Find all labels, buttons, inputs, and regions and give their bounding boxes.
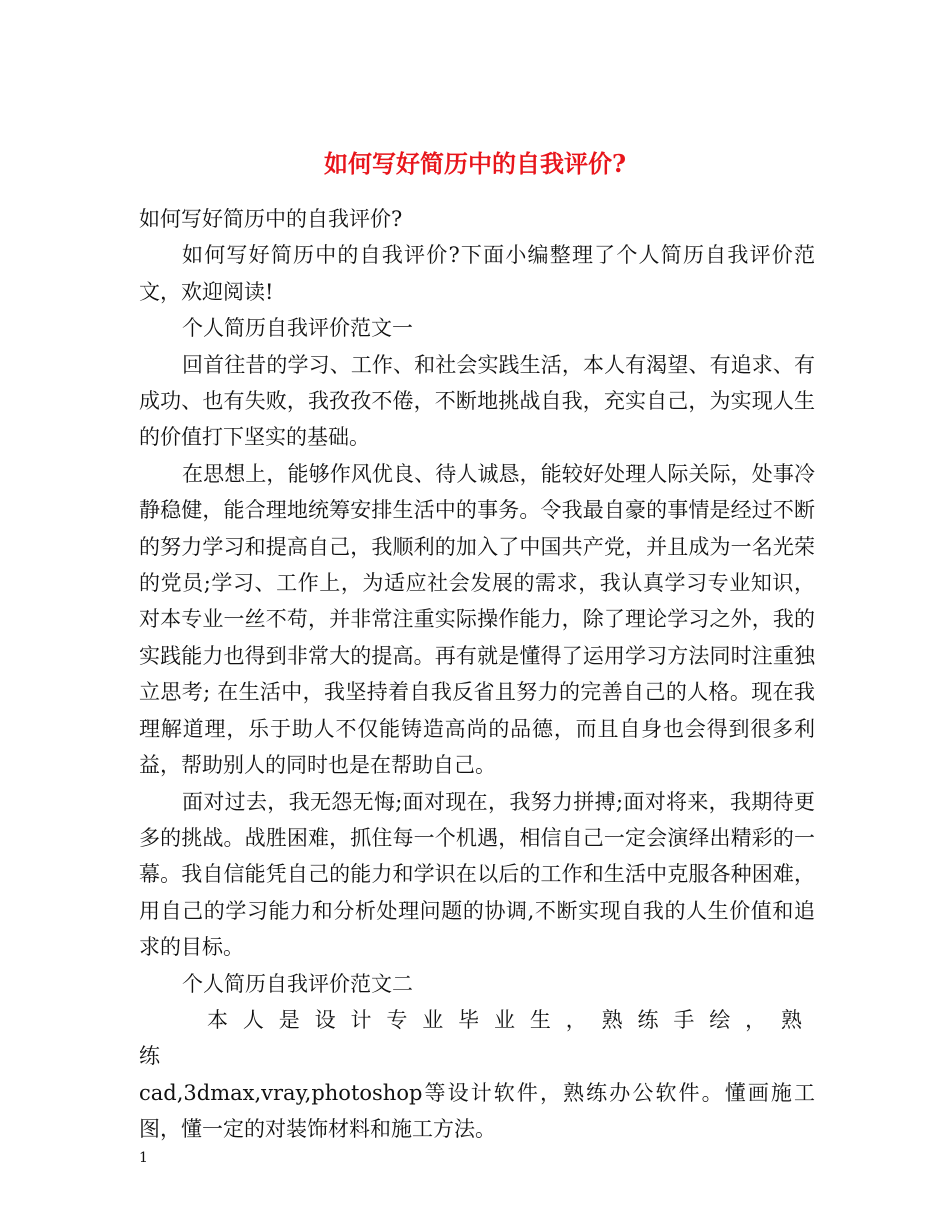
paragraph-2: 在思想上，能够作风优良、待人诚恳，能较好处理人际关际，处事冷静稳健，能合理地统筹安排生活中的事务。令我最自豪的事情是经过不断的努力学习和提高自己，我顺利的加入了中国共产党，并且成为一名光荣的党员;学习、工作上，为适应社会发展的需求，我认真学习专业知识，对本专业一丝不苟，并非常注重实际操作能力，除了理论学习之外，我的实践能力也得到非常大的提高。再有就是懂得了运用学习方法同时注重独立思考; 在生活中，我坚持着自我反省且努力的完善自己的人格。现在我理解道理，乐于助人不仅能铸造高尚的品德，而且自身也会得到很多利益，帮助别人的同时也是在帮助自己。 [139,461,815,778]
paragraph-4-rest: cad,3dmax,vray,photoshop等设计软件，熟练办公软件。懂画施工图，懂一定的对装饰材料和施工方法。 [139,1080,815,1142]
paragraph-3: 面对过去，我无怨无悔;面对现在，我努力拼搏;面对将来，我期待更多的挑战。战胜困难，抓住每一个机遇，相信自己一定会演绎出精彩的一幕。我自信能凭自己的能力和学识在以后的工作和生活中克服各种困难，用自己的学习能力和分析处理问题的协调,不断实现自我的人生价值和追求的目标。 [139,789,815,960]
page-title: 如何写好简历中的自我评价? [323,149,627,179]
page-number: 1 [139,1150,148,1166]
section-heading-1: 个人简历自我评价范文一 [182,316,413,341]
section-heading-2: 个人简历自我评价范文二 [182,971,413,996]
document-body [139,201,815,1148]
paragraph-4-first-line: 本人是设计专业毕业生，熟练手绘，熟练 [139,1007,815,1069]
paragraph-1: 回首往昔的学习、工作、和社会实践生活，本人有渴望、有追求、有成功、也有失败，我孜孜不倦，不断地挑战自我，充实自己，为实现人生的价值打下坚实的基础。 [139,352,815,450]
lead-line: 如何写好简历中的自我评价? [139,207,403,231]
intro-paragraph: 如何写好简历中的自我评价?下面小编整理了个人简历自我评价范文，欢迎阅读! [139,243,815,304]
